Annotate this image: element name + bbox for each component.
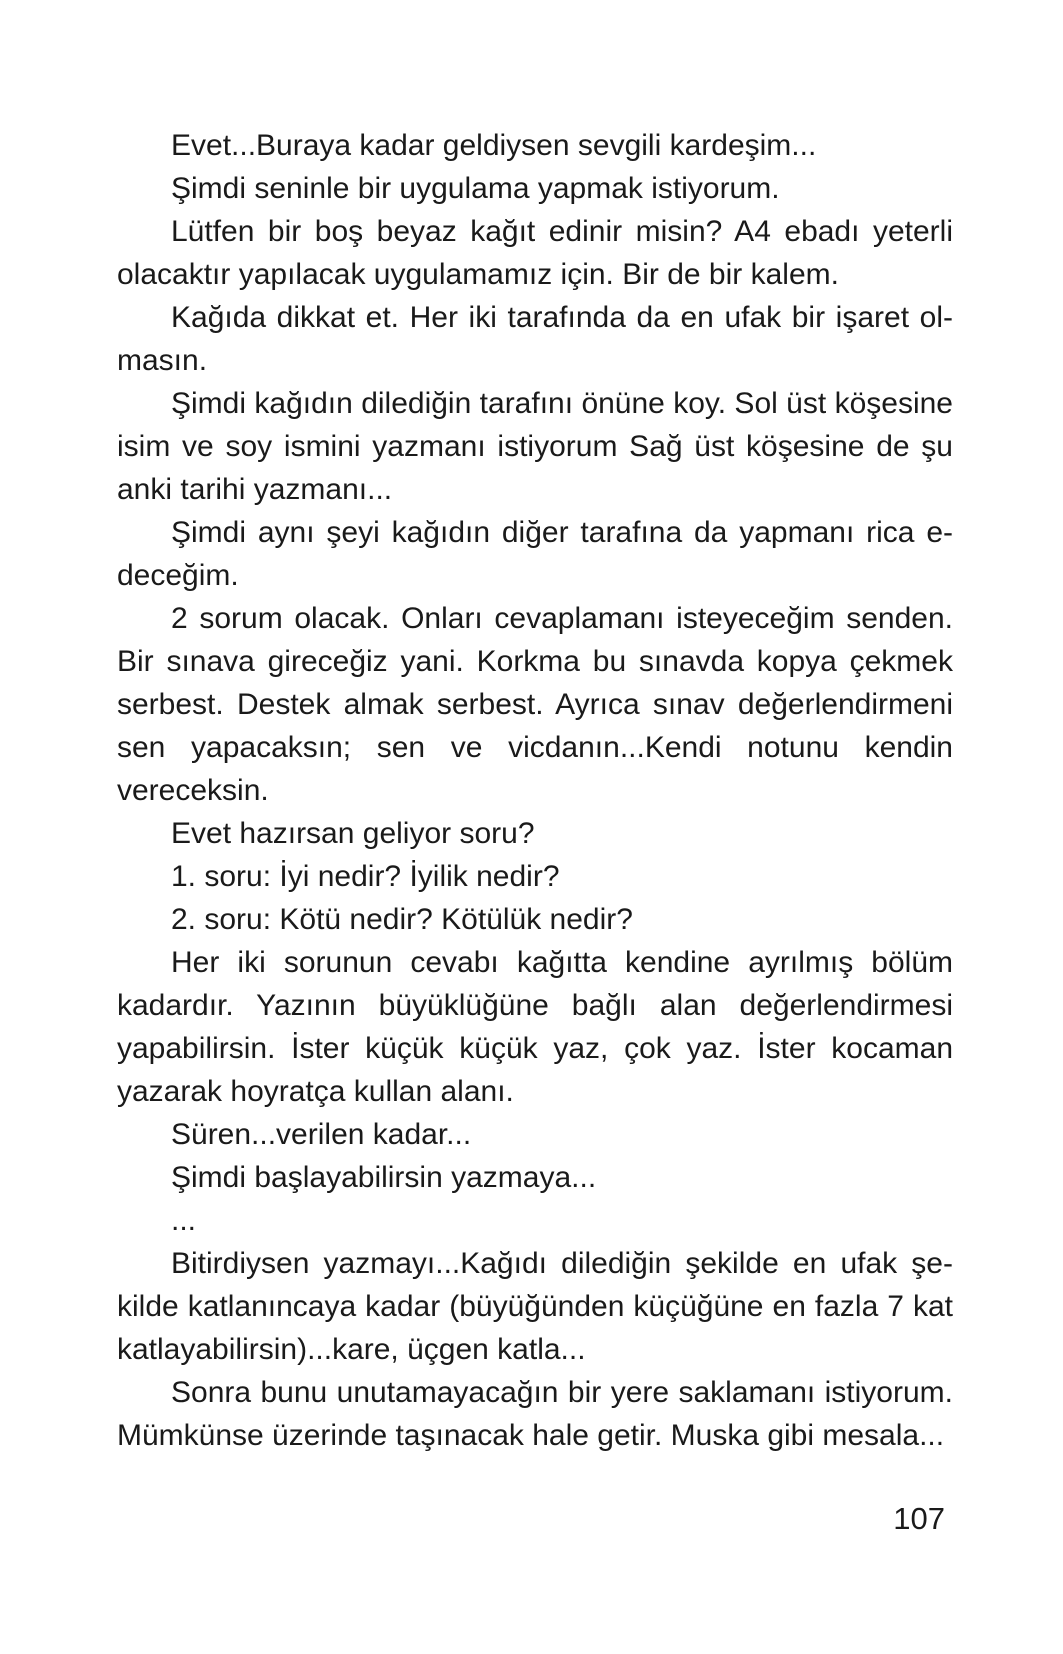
page-number: 107 (893, 1501, 945, 1536)
paragraph-16: Sonra bunu unutamayacağın bir yere saklamanı istiyorum. Mümkünse üzerinde taşınacak hale getir. Muska gibi mesala... (117, 1376, 953, 1452)
paragraph-10: 2. soru: Kötü nedir? Kötülük nedir? (171, 903, 633, 936)
paragraph-11: Her iki sorunun cevabı kağıtta kendine ayrılmış bölüm kadardır. Yazının büyüklüğüne bağlı alan değerlendirmesi yapabilirsin. İster küçük küçük yaz, çok yaz. İster kocaman yazarak hoyratça kullan alanı. (117, 946, 953, 1108)
paragraph-2: Şimdi seninle bir uygulama yapmak istiyorum. (171, 172, 780, 205)
paragraph-7: 2 sorum olacak. Onları cevaplamanı isteyeceğim senden. Bir sınava gireceğiz yani. Korkma bu sınavda kopya çekmek serbest. Destek almak serbest. Ayrıca sınav değerlendirmeni sen yapacaksın; sen ve vicdanın...Kendi notunu kendin vereceksin. (117, 602, 953, 807)
paragraph-14: ... (171, 1204, 197, 1237)
body-text (117, 124, 953, 1457)
paragraph-9: 1. soru: İyi nedir? İyilik nedir? (171, 860, 560, 893)
paragraph-5: Şimdi kağıdın dilediğin tarafını önüne koy. Sol üst köşesine isim ve soy ismini yazmanı istiyorum Sağ üst köşesine de şu anki tarihi yazmanı... (117, 387, 953, 506)
paragraph-6: Şimdi aynı şeyi kağıdın diğer tarafına da yapmanı rica edeceğim. (117, 516, 953, 592)
paragraph-13: Şimdi başlayabilirsin yazmaya... (171, 1161, 597, 1194)
paragraph-12: Süren...verilen kadar... (171, 1118, 472, 1151)
paragraph-1: Evet...Buraya kadar geldiysen sevgili kardeşim... (171, 129, 817, 162)
paragraph-4: Kağıda dikkat et. Her iki tarafında da en ufak bir işaret olmasın. (117, 301, 953, 377)
paragraph-15: Bitirdiysen yazmayı...Kağıdı dilediğin şekilde en ufak şekilde katlanıncaya kadar (büyüğünden küçüğüne en fazla 7 kat katlayabilirsin)...kare, üçgen katla... (117, 1247, 953, 1366)
paragraph-3: Lütfen bir boş beyaz kağıt edinir misin? A4 ebadı yeterli olacaktır yapılacak uygulamamız için. Bir de bir kalem. (117, 215, 953, 291)
paragraph-8: Evet hazırsan geliyor soru? (171, 817, 535, 850)
